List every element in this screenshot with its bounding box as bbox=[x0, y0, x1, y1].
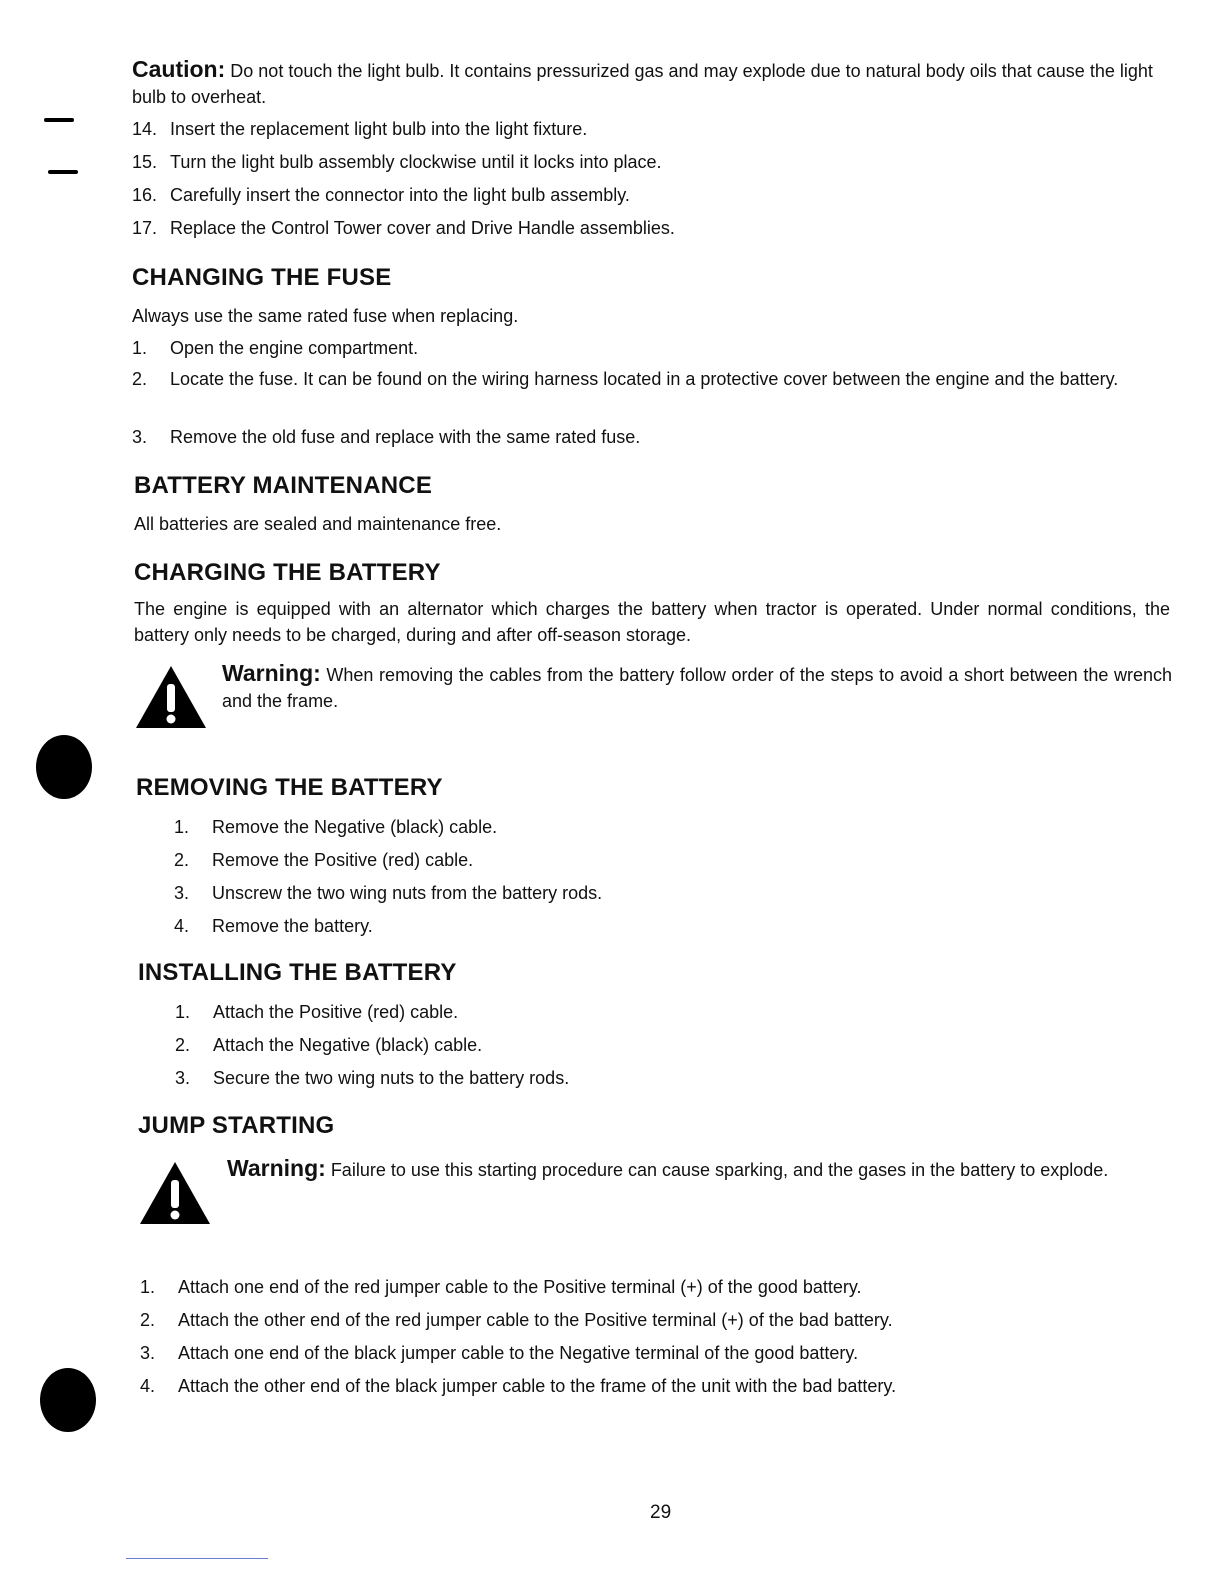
step-text: Insert the replacement light bulb into the light fixture. bbox=[170, 119, 588, 139]
fuse-intro: Always use the same rated fuse when replacing. bbox=[132, 306, 519, 326]
step-text: Replace the Control Tower cover and Drive Handle assemblies. bbox=[170, 218, 675, 238]
jump-step-4 bbox=[140, 1373, 896, 1399]
step-number: 3. bbox=[132, 427, 148, 447]
step-number: 1. bbox=[140, 1277, 156, 1297]
step-number: 16. bbox=[132, 185, 158, 205]
step-text: Remove the battery. bbox=[212, 916, 373, 936]
jump-step-1 bbox=[140, 1274, 862, 1300]
installing-step-2 bbox=[175, 1032, 482, 1058]
step-text: Attach one end of the black jumper cable to the Negative terminal of the good battery. bbox=[178, 1343, 859, 1363]
step-number: 1. bbox=[132, 338, 148, 358]
heading-installing-battery: INSTALLING THE BATTERY bbox=[138, 959, 457, 986]
step-text: Turn the light bulb assembly clockwise until it locks into place. bbox=[170, 152, 662, 172]
installing-step-3 bbox=[175, 1065, 569, 1091]
step-text: Unscrew the two wing nuts from the battery rods. bbox=[212, 883, 603, 903]
step-text: Attach one end of the red jumper cable to the Positive terminal (+) of the good battery. bbox=[178, 1277, 862, 1297]
heading-removing-battery: REMOVING THE BATTERY bbox=[136, 774, 443, 801]
page-number: 29 bbox=[650, 1502, 672, 1523]
step-number: 3. bbox=[140, 1343, 156, 1363]
jump-warning bbox=[227, 1155, 1177, 1183]
warning-label: Warning: bbox=[227, 1155, 326, 1181]
step-text: Attach the other end of the red jumper cable to the Positive terminal (+) of the bad battery. bbox=[178, 1310, 893, 1330]
removing-step-2 bbox=[174, 847, 473, 873]
heading-jump-starting: JUMP STARTING bbox=[138, 1112, 335, 1139]
step-number: 1. bbox=[175, 1002, 191, 1022]
step-text: Attach the other end of the black jumper cable to the frame of the unit with the bad battery. bbox=[178, 1376, 897, 1396]
step-text: Locate the fuse. It can be found on the wiring harness located in a protective cover between the engine and the battery. bbox=[170, 369, 1119, 389]
warning-text: Failure to use this starting procedure can cause sparking, and the gases in the battery to explode. bbox=[330, 1160, 1109, 1180]
step-number: 14. bbox=[132, 119, 158, 139]
bulb-step-17 bbox=[132, 215, 675, 241]
step-number: 2. bbox=[175, 1035, 191, 1055]
bulb-step-15 bbox=[132, 149, 662, 175]
binder-hole-upper bbox=[36, 735, 92, 799]
step-number: 17. bbox=[132, 218, 158, 238]
removing-step-4 bbox=[174, 913, 373, 939]
step-number: 4. bbox=[140, 1376, 156, 1396]
footer-rule bbox=[126, 1558, 268, 1559]
removing-step-3 bbox=[174, 880, 602, 906]
fuse-step-3 bbox=[132, 424, 640, 450]
heading-changing-fuse: CHANGING THE FUSE bbox=[132, 264, 392, 291]
warning-triangle-icon bbox=[138, 1160, 212, 1226]
step-number: 3. bbox=[175, 1068, 191, 1088]
heading-charging-battery: CHARGING THE BATTERY bbox=[134, 559, 441, 586]
installing-step-1 bbox=[175, 999, 458, 1025]
margin-mark-bottom bbox=[48, 170, 78, 174]
charging-warning bbox=[222, 660, 1172, 714]
step-text: Remove the Negative (black) cable. bbox=[212, 817, 498, 837]
step-text: Attach the Positive (red) cable. bbox=[213, 1002, 459, 1022]
step-number: 2. bbox=[174, 850, 190, 870]
caution-text: Do not touch the light bulb. It contains pressurized gas and may explode due to natural body oils that cause the light bulb to overheat. bbox=[132, 61, 1153, 107]
bulb-step-16 bbox=[132, 182, 630, 208]
fuse-step-2 bbox=[132, 366, 1172, 392]
fuse-step-1 bbox=[132, 335, 418, 361]
margin-mark-top bbox=[44, 118, 74, 122]
charging-text: The engine is equipped with an alternator which charges the battery when tractor is operated. Under normal conditions, the battery only needs to be charged, during and after off-season storage. bbox=[134, 599, 1170, 645]
jump-step-2 bbox=[140, 1307, 893, 1333]
caution-label: Caution: bbox=[132, 56, 226, 82]
step-number: 1. bbox=[174, 817, 190, 837]
bulb-step-14 bbox=[132, 116, 587, 142]
heading-battery-maintenance: BATTERY MAINTENANCE bbox=[134, 472, 433, 499]
warning-text: When removing the cables from the battery follow order of the steps to avoid a short between the wrench and the frame. bbox=[222, 665, 1172, 711]
warning-label: Warning: bbox=[222, 660, 321, 686]
step-number: 2. bbox=[140, 1310, 156, 1330]
step-text: Remove the old fuse and replace with the same rated fuse. bbox=[170, 427, 641, 447]
removing-step-1 bbox=[174, 814, 497, 840]
step-text: Remove the Positive (red) cable. bbox=[212, 850, 474, 870]
step-text: Secure the two wing nuts to the battery rods. bbox=[213, 1068, 570, 1088]
binder-hole-lower bbox=[40, 1368, 96, 1432]
step-text: Open the engine compartment. bbox=[170, 338, 419, 358]
step-number: 2. bbox=[132, 369, 148, 389]
step-number: 4. bbox=[174, 916, 190, 936]
maintenance-text: All batteries are sealed and maintenance free. bbox=[134, 514, 502, 534]
step-text: Attach the Negative (black) cable. bbox=[213, 1035, 483, 1055]
caution-block bbox=[132, 56, 1172, 110]
jump-step-3 bbox=[140, 1340, 858, 1366]
step-text: Carefully insert the connector into the light bulb assembly. bbox=[170, 185, 630, 205]
step-number: 15. bbox=[132, 152, 158, 172]
step-number: 3. bbox=[174, 883, 190, 903]
warning-triangle-icon bbox=[134, 664, 208, 730]
